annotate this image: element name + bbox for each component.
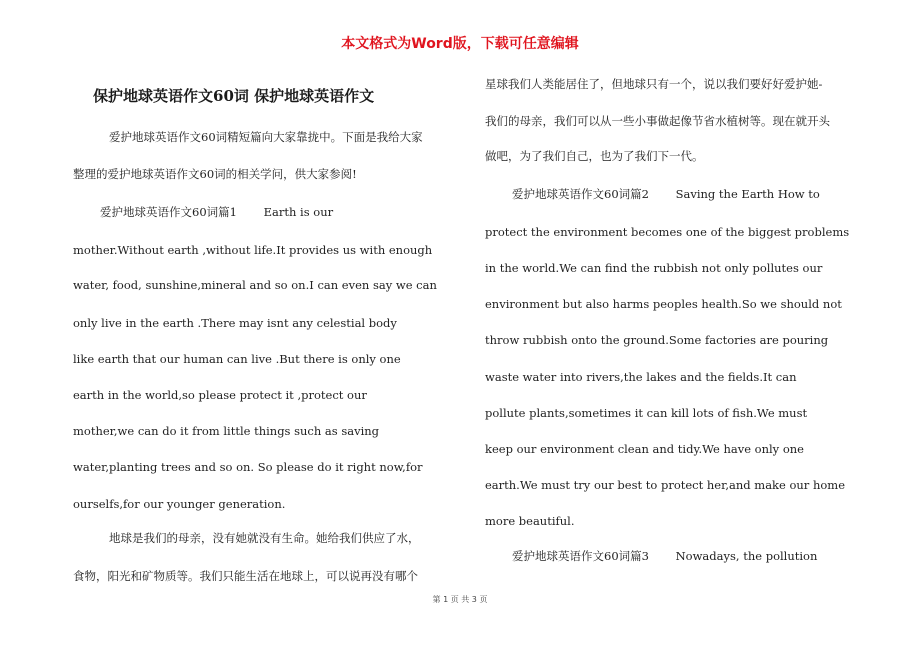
section-heading-line: 爱护地球英语作文60词篇1 Earth is our [100,205,334,219]
section-heading-line: 爱护地球英语作文60词篇3 Nowadays, the pollution [512,549,818,563]
paragraph-line: 我们的母亲，我们可以从一些小事做起像节省水植树等。现在就开头 [485,114,830,128]
paragraph-line: protect the environment becomes one of the biggest problems [485,225,850,239]
paragraph-line: mother.Without earth ,without life.It provides us with enough [73,243,433,257]
paragraph-line: ourselfs,for our younger generation. [73,497,286,511]
paragraph-line: earth.We must try our best to protect her,and make our home [485,478,845,492]
paragraph-line: 地球是我们的母亲，没有她就没有生命。她给我们供应了水， [109,531,420,545]
paragraph-line: more beautiful. [485,514,575,528]
paragraph-line: water, food, sunshine,mineral and so on.I can even say we can [73,278,437,292]
paragraph-line: waste water into rivers,the lakes and the fields.It can [485,370,797,384]
paragraph-line: 爱护地球英语作文60词精短篇向大家靠拢中。下面是我给大家 [109,130,423,144]
paragraph-line: 整理的爱护地球英语作文60词的相关学问，供大家参阅! [73,167,357,181]
document-title: 保护地球英语作文60词 保护地球英语作文 [93,87,375,105]
paragraph-line: 做吧，为了我们自己，也为了我们下一代。 [485,149,704,163]
paragraph-line: throw rubbish onto the ground.Some factories are pouring [485,333,829,347]
paragraph-line: pollute plants,sometimes it can kill lots of fish.We must [485,406,808,420]
paragraph-line: water,planting trees and so on. So please do it right now,for [73,460,423,474]
paragraph-line: in the world.We can find the rubbish not only pollutes our [485,261,823,275]
paragraph-line: mother,we can do it from little things such as saving [73,424,380,438]
section-heading-line: 爱护地球英语作文60词篇2 Saving the Earth How to [512,187,820,201]
paragraph-line: earth in the world,so please protect it ,protect our [73,388,367,402]
paragraph-line: only live in the earth .There may isnt any celestial body [73,316,397,330]
page-number: 第 1 页 共 3 页 [432,595,488,604]
paragraph-line: 星球我们人类能居住了，但地球只有一个，说以我们要好好爱护她- [485,77,823,91]
document-banner: 本文格式为Word版，下载可任意编辑 [341,36,579,52]
paragraph-line: keep our environment clean and tidy.We have only one [485,442,804,456]
paragraph-line: 食物，阳光和矿物质等。我们只能生活在地球上，可以说再没有哪个 [73,569,418,583]
paragraph-line: environment but also harms peoples health.So we should not [485,297,842,311]
paragraph-line: like earth that our human can live .But there is only one [73,352,401,366]
